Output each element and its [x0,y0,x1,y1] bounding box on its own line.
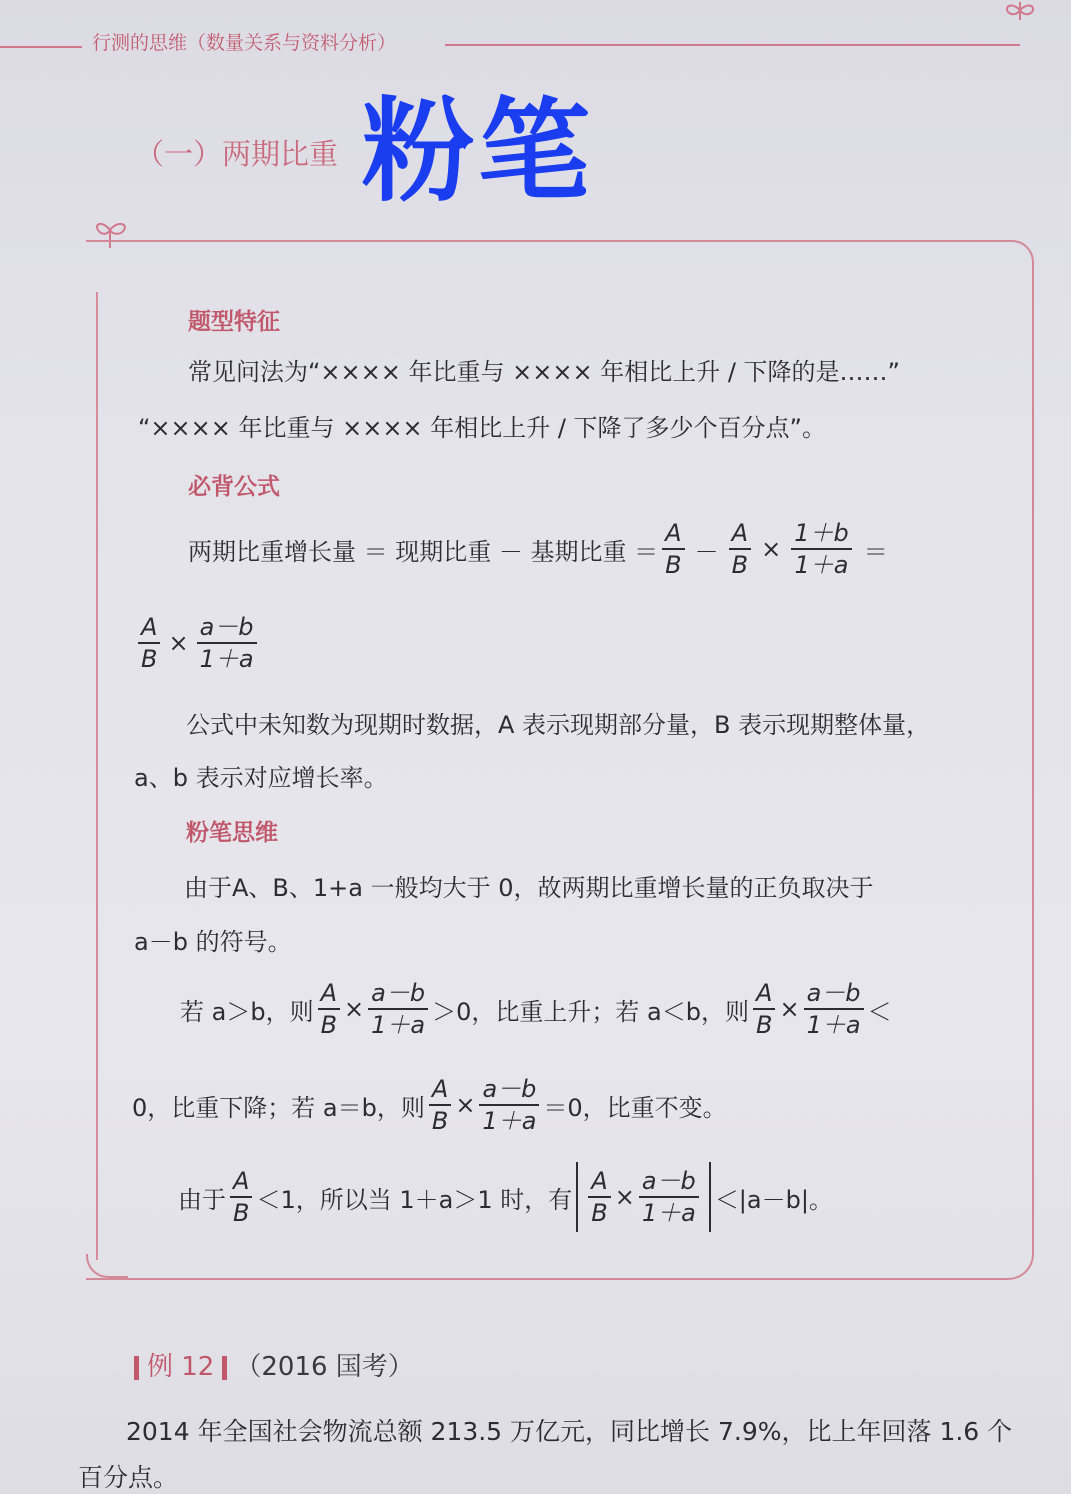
less-than-sign: ＜ [867,997,892,1026]
fraction-numerator: A [729,518,751,550]
fraction-a-over-b [729,518,751,580]
fraction-numerator: A [318,978,340,1010]
fraction-numerator: A [662,518,684,550]
example-tag [126,1346,414,1383]
fraction-growth-ratio [791,518,852,580]
last-suffix: ＜|a－b|。 [714,1185,833,1214]
fraction-denominator: B [431,1107,449,1135]
fraction-denominator: 1＋a [199,645,254,673]
fraction-numerator: a－b [197,612,257,644]
fraction-denominator: 1＋a [482,1107,537,1135]
formula-line-1 [188,518,888,580]
equals-sign: ＝ [863,537,888,566]
times-sign: × [455,1091,476,1119]
fraction-denominator: 1＋a [371,1011,426,1039]
fraction-denominator: 1＋a [641,1199,696,1227]
feature-line-1: 常见问法为“×××× 年比重与 ×××× 年相比上升 / 下降的是……” [188,358,900,386]
thinking-case-line-1 [180,978,892,1040]
running-head-rule-left [0,46,82,48]
fraction-denominator: 1＋a [806,1011,861,1039]
absolute-value [576,1162,711,1232]
example-bar-left [134,1356,139,1380]
running-head: 行测的思维（数量关系与资料分析） [92,32,397,54]
fraction-a-over-b [429,1074,451,1136]
case-3-suffix: ＝0，比重不变。 [543,1093,727,1122]
times-sign: × [761,535,782,563]
times-sign: × [168,629,189,657]
example-bar-right [222,1356,227,1380]
fraction-numerator: a－b [479,1074,539,1106]
fraction-denominator: B [731,551,749,579]
fraction-denominator: B [320,1011,338,1039]
fraction-numerator: 1＋b [791,518,852,550]
formula-heading: 必背公式 [188,474,280,500]
running-head-rule-right [445,44,1020,46]
fraction-numerator: a－b [804,978,864,1010]
formula-note-2: a、b 表示对应增长率。 [134,764,388,792]
watermark-logo: 粉笔 [362,87,594,217]
fraction-a-over-b [230,1166,252,1228]
example-text-2: 百分点。 [78,1463,179,1492]
fraction-numerator: A [138,612,160,644]
section-title: （一）两期比重 [135,137,339,171]
last-middle: ＜1，所以当 1＋a＞1 时，有 [256,1185,573,1214]
case-1-suffix: ＞0，比重上升；若 a＜b，则 [432,997,749,1026]
times-sign: × [779,995,800,1023]
fraction-diff-ratio [479,1074,539,1136]
thinking-heading: 粉笔思维 [186,820,278,846]
fraction-a-over-b [588,1166,610,1228]
fraction-diff-ratio [804,978,864,1040]
thinking-para-1: 由于A、B、1+a 一般均大于 0，故两期比重增长量的正负取决于 [184,874,874,902]
thinking-para-2: a－b 的符号。 [134,928,292,956]
case-3-prefix: 0，比重下降；若 a＝b，则 [132,1093,425,1122]
feature-line-2: “×××× 年比重与 ×××× 年相比上升 / 下降了多少个百分点”。 [138,414,826,442]
formula-line-2 [134,612,261,674]
example-source: （2016 国考） [235,1352,414,1382]
fraction-a-over-b [662,518,684,580]
minus-sign: － [694,537,719,566]
formula-note-1: 公式中未知数为现期时数据，A 表示现期部分量，B 表示现期整体量， [186,711,931,739]
fraction-denominator: B [755,1011,773,1039]
fraction-denominator: B [233,1199,250,1227]
fraction-a-over-b [318,978,340,1040]
fraction-denominator: B [141,645,158,673]
example-text-1: 2014 年全国社会物流总额 213.5 万亿元，同比增长 7.9%，比上年回落 1.6 个 [126,1417,1013,1446]
last-prefix: 由于 [178,1185,226,1214]
formula-lead: 两期比重增长量 ＝ 现期比重 － 基期比重 ＝ [188,537,659,566]
fraction-numerator: A [753,978,775,1010]
fraction-denominator: B [591,1199,608,1227]
fraction-a-over-b [753,978,775,1040]
times-sign: × [344,995,365,1023]
box-left-border [96,292,98,1260]
fraction-numerator: A [429,1074,451,1106]
fraction-diff-ratio [639,1166,699,1228]
case-1-prefix: 若 a＞b，则 [180,997,314,1026]
sprout-icon [998,0,1042,22]
fraction-diff-ratio [368,978,428,1040]
fraction-denominator: B [665,551,682,579]
fraction-numerator: A [230,1166,252,1198]
fraction-numerator: A [588,1166,610,1198]
thinking-case-line-2 [132,1074,727,1136]
fraction-numerator: a－b [639,1166,699,1198]
fraction-numerator: a－b [368,978,428,1010]
times-sign: × [614,1183,635,1211]
example-label: 例 12 [147,1352,215,1382]
thinking-last-line [178,1162,833,1232]
fraction-a-over-b [138,612,160,674]
fraction-denominator: 1＋a [794,551,849,579]
feature-heading: 题型特征 [188,309,280,335]
fraction-diff-ratio [197,612,257,674]
